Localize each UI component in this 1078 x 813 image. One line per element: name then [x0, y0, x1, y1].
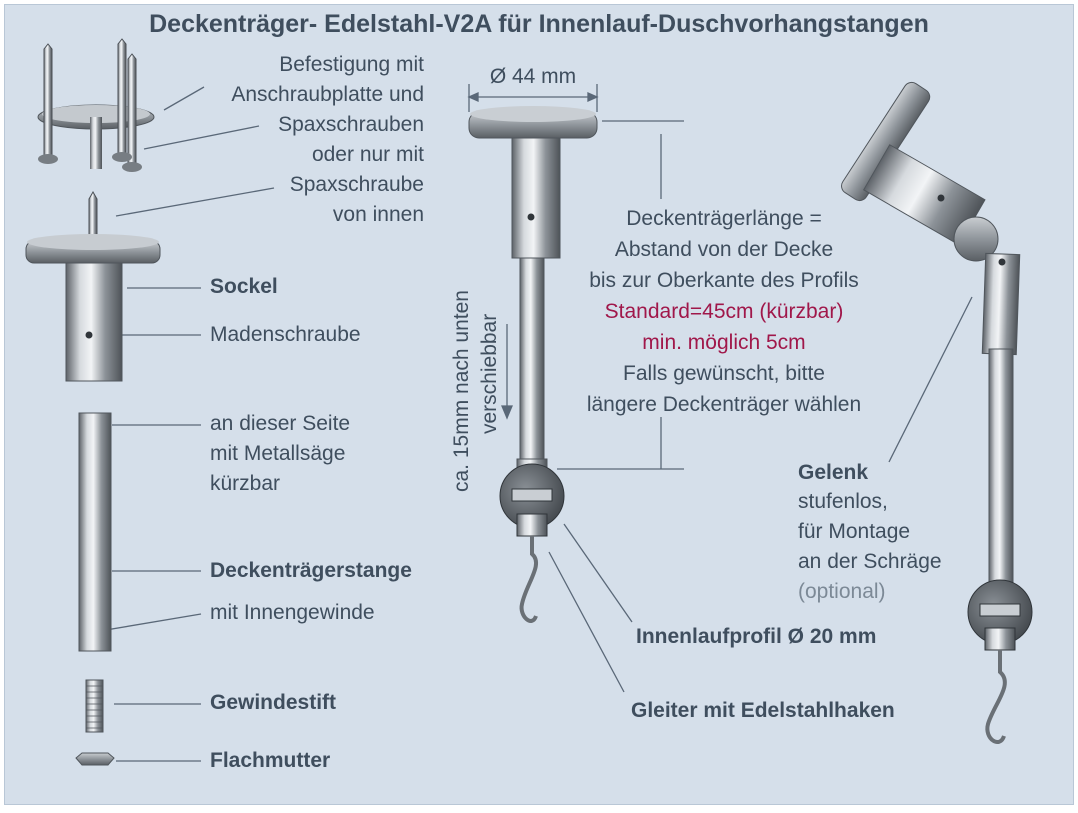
label-befestigung-6: von innen	[332, 203, 424, 226]
label-stange: Deckenträgerstange	[210, 559, 412, 582]
label-gewindestift: Gewindestift	[210, 691, 337, 714]
label-laenge-2: Abstand von der Decke	[614, 238, 834, 261]
label-diameter: Ø 44 mm	[489, 65, 577, 88]
label-befestigung-4: oder nur mit	[311, 143, 424, 166]
label-laenge-1: Deckenträgerlänge =	[626, 207, 822, 230]
threaded-pin	[86, 680, 103, 732]
label-befestigung-1: Befestigung mit	[279, 53, 424, 76]
tube-part	[79, 413, 111, 651]
socket-part	[26, 234, 160, 381]
label-verschiebbar-2: verschiebbar	[478, 313, 501, 434]
label-gelenk-2: für Montage	[798, 520, 911, 543]
label-befestigung-2: Anschraubplatte und	[231, 83, 424, 106]
label-gleiter: Gleiter mit Edelstahlhaken	[631, 699, 895, 722]
label-innengewinde: mit Innengewinde	[210, 601, 375, 624]
flat-nut	[76, 753, 114, 765]
label-standard: Standard=45cm (kürzbar)	[604, 300, 844, 323]
label-falls-1: Falls gewünscht, bitte	[623, 362, 825, 385]
label-kuerzbar-3: kürzbar	[210, 472, 281, 495]
label-min: min. möglich 5cm	[642, 331, 806, 354]
label-falls-2: längere Deckenträger wählen	[586, 393, 862, 416]
label-gelenk: Gelenk	[798, 461, 869, 484]
label-profil: Innenlaufprofil Ø 20 mm	[636, 625, 877, 648]
label-optional: (optional)	[798, 580, 886, 603]
label-befestigung-3: Spaxschrauben	[278, 113, 424, 136]
label-flachmutter: Flachmutter	[210, 749, 331, 772]
mounting-plate-screws	[38, 39, 154, 244]
label-kuerzbar-1: an dieser Seite	[210, 412, 351, 435]
label-befestigung-5: Spaxschraube	[289, 173, 424, 196]
label-verschiebbar-1: ca. 15mm nach unten	[450, 290, 473, 492]
label-kuerzbar-2: mit Metallsäge	[210, 442, 346, 465]
page-title: Deckenträger- Edelstahl-V2A für Innenlauf-Duschvorhangstangen	[149, 10, 929, 38]
label-gelenk-1: stufenlos,	[798, 490, 888, 513]
label-gelenk-3: an der Schräge	[798, 550, 942, 573]
label-madenschraube: Madenschraube	[210, 323, 361, 346]
diagram-canvas	[4, 4, 1074, 805]
label-laenge-3: bis zur Oberkante des Profils	[589, 269, 859, 292]
label-sockel: Sockel	[210, 275, 278, 298]
